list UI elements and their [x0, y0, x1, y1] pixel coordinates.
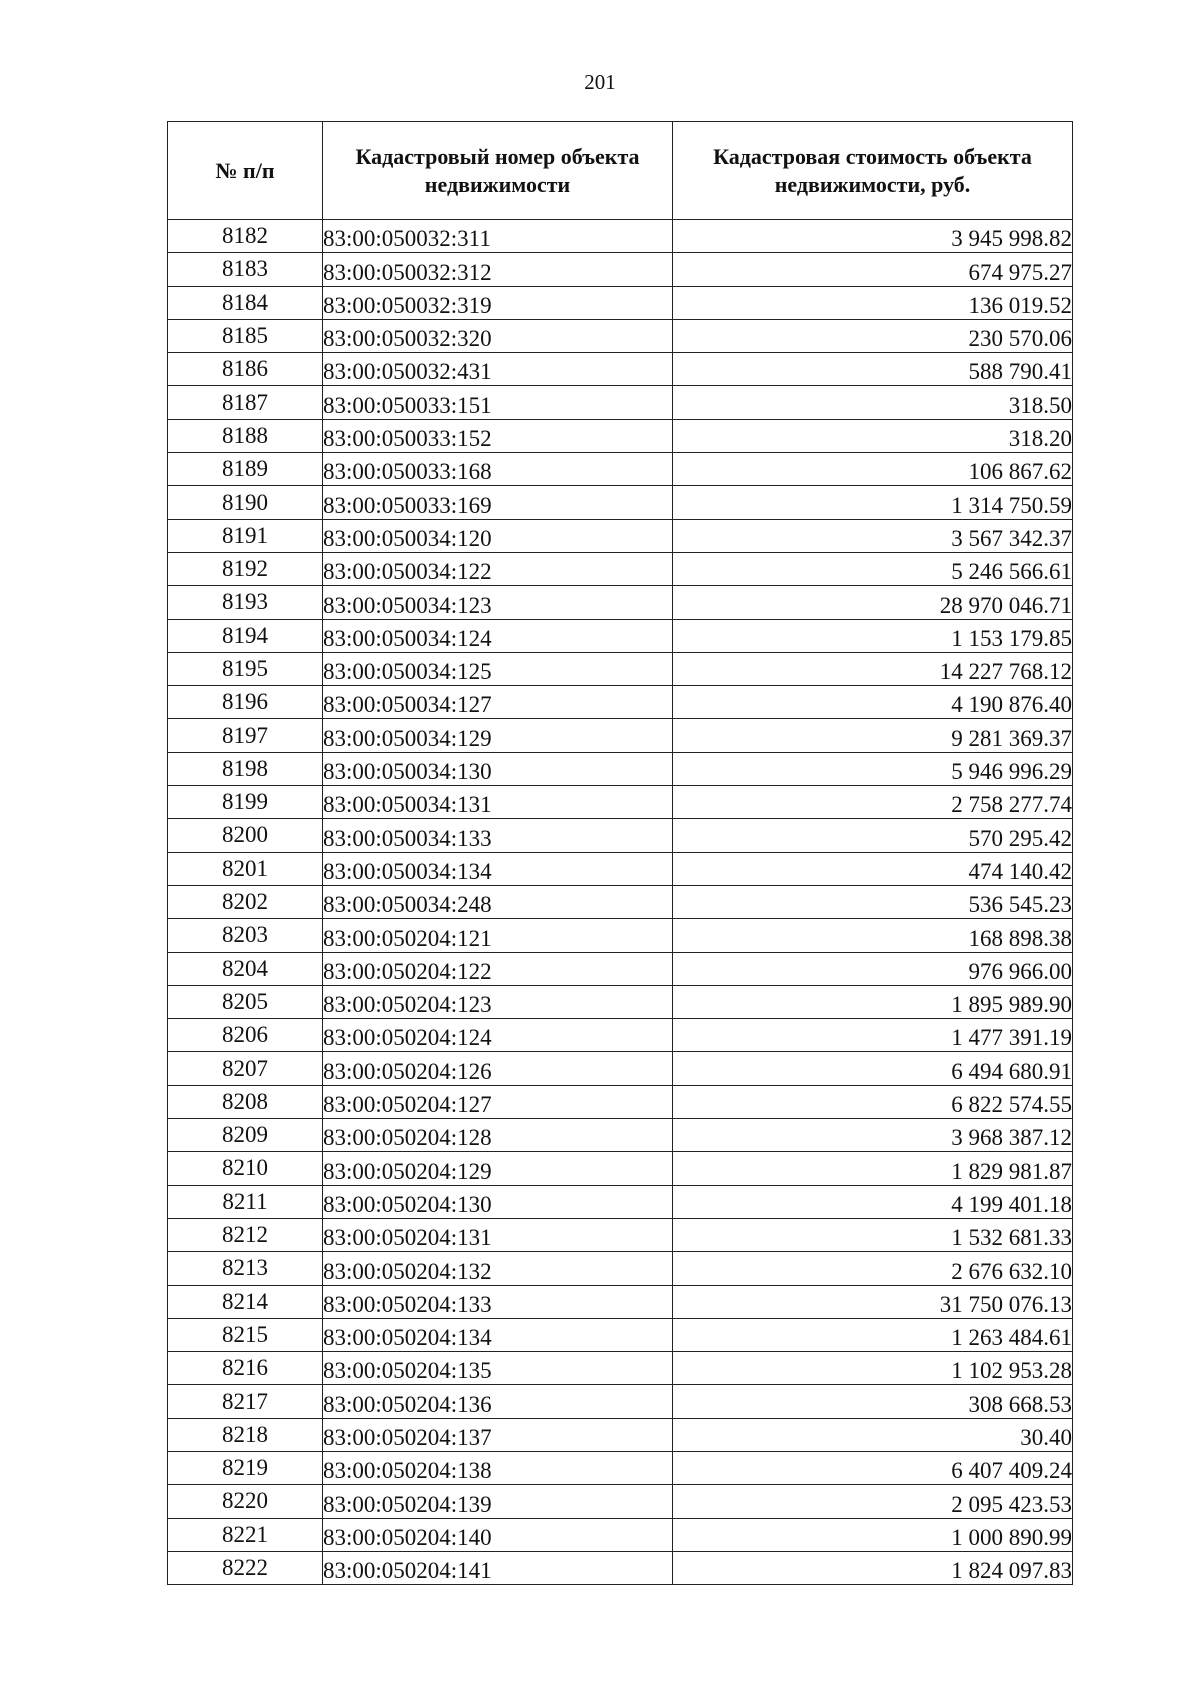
row-number-cell: 8222 [168, 1551, 323, 1584]
row-number-cell: 8204 [168, 952, 323, 985]
table-row [168, 220, 1073, 253]
row-number-cell: 8186 [168, 353, 323, 386]
cadastral-value-cell: 1 102 953.28 [673, 1352, 1073, 1385]
row-number-cell: 8218 [168, 1418, 323, 1451]
cadastral-number-cell: 83:00:050034:127 [323, 686, 673, 719]
cadastral-value-cell: 1 314 750.59 [673, 486, 1073, 519]
cadastral-value-cell: 308 668.53 [673, 1385, 1073, 1418]
table-row [168, 1418, 1073, 1451]
table-row [168, 885, 1073, 918]
cadastral-value-cell: 14 227 768.12 [673, 652, 1073, 685]
row-number-cell: 8183 [168, 253, 323, 286]
row-number-cell: 8215 [168, 1318, 323, 1351]
table-row [168, 1485, 1073, 1518]
cadastral-number-cell: 83:00:050033:151 [323, 386, 673, 419]
table-row [168, 1218, 1073, 1251]
cadastral-value-cell: 1 532 681.33 [673, 1218, 1073, 1251]
cadastral-value-cell: 5 946 996.29 [673, 752, 1073, 785]
table-row [168, 652, 1073, 685]
cadastral-number-cell: 83:00:050204:134 [323, 1318, 673, 1351]
cadastral-value-cell: 6 822 574.55 [673, 1085, 1073, 1118]
row-number-cell: 8196 [168, 686, 323, 719]
table-row [168, 353, 1073, 386]
cadastral-number-cell: 83:00:050034:124 [323, 619, 673, 652]
table-row [168, 286, 1073, 319]
cadastral-number-cell: 83:00:050032:431 [323, 353, 673, 386]
row-number-cell: 8202 [168, 885, 323, 918]
cadastral-value-cell: 168 898.38 [673, 919, 1073, 952]
table-row [168, 686, 1073, 719]
row-number-cell: 8199 [168, 786, 323, 819]
table-row [168, 1019, 1073, 1052]
cadastral-value-cell: 1 895 989.90 [673, 985, 1073, 1018]
row-number-cell: 8200 [168, 819, 323, 852]
cadastral-value-cell: 5 246 566.61 [673, 552, 1073, 585]
cadastral-value-cell: 1 263 484.61 [673, 1318, 1073, 1351]
cadastral-number-cell: 83:00:050034:133 [323, 819, 673, 852]
cadastral-value-cell: 31 750 076.13 [673, 1285, 1073, 1318]
table-row [168, 386, 1073, 419]
table-row [168, 919, 1073, 952]
cadastral-value-cell: 2 676 632.10 [673, 1252, 1073, 1285]
header-number: № п/п [168, 122, 323, 220]
row-number-cell: 8212 [168, 1218, 323, 1251]
table-row [168, 1352, 1073, 1385]
table-row [168, 1451, 1073, 1484]
cadastral-value-cell: 230 570.06 [673, 319, 1073, 352]
table-header-row [168, 122, 1073, 220]
cadastral-number-cell: 83:00:050034:122 [323, 552, 673, 585]
cadastral-value-cell: 136 019.52 [673, 286, 1073, 319]
cadastral-number-cell: 83:00:050034:129 [323, 719, 673, 752]
row-number-cell: 8195 [168, 652, 323, 685]
cadastral-number-cell: 83:00:050033:169 [323, 486, 673, 519]
table-row [168, 1252, 1073, 1285]
cadastral-number-cell: 83:00:050204:123 [323, 985, 673, 1018]
cadastral-value-cell: 674 975.27 [673, 253, 1073, 286]
cadastral-number-cell: 83:00:050034:130 [323, 752, 673, 785]
page-number: 201 [584, 70, 616, 94]
table-row [168, 952, 1073, 985]
cadastral-value-cell: 1 477 391.19 [673, 1019, 1073, 1052]
cadastral-number-cell: 83:00:050204:126 [323, 1052, 673, 1085]
table-row [168, 486, 1073, 519]
cadastral-number-cell: 83:00:050204:122 [323, 952, 673, 985]
table-row [168, 253, 1073, 286]
table-row [168, 985, 1073, 1018]
cadastral-number-cell: 83:00:050204:124 [323, 1019, 673, 1052]
cadastral-number-cell: 83:00:050204:128 [323, 1119, 673, 1152]
table-row [168, 752, 1073, 785]
table-row [168, 453, 1073, 486]
cadastral-number-cell: 83:00:050032:312 [323, 253, 673, 286]
row-number-cell: 8201 [168, 852, 323, 885]
cadastral-value-table [167, 121, 1073, 1585]
cadastral-value-cell: 474 140.42 [673, 852, 1073, 885]
cadastral-number-cell: 83:00:050032:311 [323, 220, 673, 253]
cadastral-value-cell: 536 545.23 [673, 885, 1073, 918]
table-row [168, 1285, 1073, 1318]
cadastral-value-cell: 318.50 [673, 386, 1073, 419]
cadastral-value-cell: 28 970 046.71 [673, 586, 1073, 619]
table-row [168, 519, 1073, 552]
row-number-cell: 8213 [168, 1252, 323, 1285]
row-number-cell: 8189 [168, 453, 323, 486]
table-row [168, 1385, 1073, 1418]
row-number-cell: 8209 [168, 1119, 323, 1152]
table-row [168, 586, 1073, 619]
table-row [168, 1152, 1073, 1185]
row-number-cell: 8187 [168, 386, 323, 419]
cadastral-value-cell: 1 824 097.83 [673, 1551, 1073, 1584]
row-number-cell: 8192 [168, 552, 323, 585]
cadastral-number-cell: 83:00:050032:320 [323, 319, 673, 352]
cadastral-number-cell: 83:00:050204:137 [323, 1418, 673, 1451]
cadastral-number-cell: 83:00:050204:136 [323, 1385, 673, 1418]
row-number-cell: 8220 [168, 1485, 323, 1518]
table-row [168, 819, 1073, 852]
cadastral-value-cell: 2 095 423.53 [673, 1485, 1073, 1518]
cadastral-number-cell: 83:00:050034:131 [323, 786, 673, 819]
row-number-cell: 8216 [168, 1352, 323, 1385]
cadastral-value-cell: 1 000 890.99 [673, 1518, 1073, 1551]
cadastral-value-cell: 6 494 680.91 [673, 1052, 1073, 1085]
cadastral-number-cell: 83:00:050032:319 [323, 286, 673, 319]
table-row [168, 619, 1073, 652]
cadastral-number-cell: 83:00:050204:138 [323, 1451, 673, 1484]
table-row [168, 1551, 1073, 1584]
cadastral-number-cell: 83:00:050034:248 [323, 885, 673, 918]
table-row [168, 786, 1073, 819]
row-number-cell: 8190 [168, 486, 323, 519]
cadastral-number-cell: 83:00:050204:139 [323, 1485, 673, 1518]
cadastral-value-cell: 4 190 876.40 [673, 686, 1073, 719]
cadastral-value-cell: 2 758 277.74 [673, 786, 1073, 819]
cadastral-number-cell: 83:00:050204:132 [323, 1252, 673, 1285]
row-number-cell: 8210 [168, 1152, 323, 1185]
row-number-cell: 8184 [168, 286, 323, 319]
row-number-cell: 8194 [168, 619, 323, 652]
cadastral-value-cell: 1 153 179.85 [673, 619, 1073, 652]
cadastral-value-cell: 9 281 369.37 [673, 719, 1073, 752]
table-row [168, 1119, 1073, 1152]
cadastral-value-cell: 3 945 998.82 [673, 220, 1073, 253]
table-row [168, 1085, 1073, 1118]
table-row [168, 1518, 1073, 1551]
row-number-cell: 8191 [168, 519, 323, 552]
cadastral-value-cell: 106 867.62 [673, 453, 1073, 486]
cadastral-number-cell: 83:00:050204:141 [323, 1551, 673, 1584]
cadastral-value-cell: 3 968 387.12 [673, 1119, 1073, 1152]
cadastral-value-cell: 3 567 342.37 [673, 519, 1073, 552]
cadastral-value-cell: 1 829 981.87 [673, 1152, 1073, 1185]
table-row [168, 1318, 1073, 1351]
row-number-cell: 8203 [168, 919, 323, 952]
table-body [168, 220, 1073, 1585]
row-number-cell: 8198 [168, 752, 323, 785]
table-row [168, 1052, 1073, 1085]
table-row [168, 552, 1073, 585]
row-number-cell: 8205 [168, 985, 323, 1018]
row-number-cell: 8211 [168, 1185, 323, 1218]
cadastral-value-cell: 30.40 [673, 1418, 1073, 1451]
cadastral-number-cell: 83:00:050033:152 [323, 419, 673, 452]
cadastral-number-cell: 83:00:050204:127 [323, 1085, 673, 1118]
table-row [168, 419, 1073, 452]
cadastral-value-cell: 6 407 409.24 [673, 1451, 1073, 1484]
row-number-cell: 8193 [168, 586, 323, 619]
row-number-cell: 8185 [168, 319, 323, 352]
cadastral-value-cell: 4 199 401.18 [673, 1185, 1073, 1218]
table-row [168, 719, 1073, 752]
cadastral-number-cell: 83:00:050034:120 [323, 519, 673, 552]
cadastral-value-cell: 570 295.42 [673, 819, 1073, 852]
cadastral-number-cell: 83:00:050034:134 [323, 852, 673, 885]
row-number-cell: 8206 [168, 1019, 323, 1052]
cadastral-number-cell: 83:00:050034:123 [323, 586, 673, 619]
cadastral-number-cell: 83:00:050204:140 [323, 1518, 673, 1551]
row-number-cell: 8214 [168, 1285, 323, 1318]
row-number-cell: 8221 [168, 1518, 323, 1551]
header-cadastral-value: Кадастровая стоимость объекта недвижимости, руб. [673, 122, 1073, 220]
cadastral-number-cell: 83:00:050204:131 [323, 1218, 673, 1251]
cadastral-number-cell: 83:00:050034:125 [323, 652, 673, 685]
cadastral-number-cell: 83:00:050204:135 [323, 1352, 673, 1385]
cadastral-number-cell: 83:00:050204:129 [323, 1152, 673, 1185]
cadastral-number-cell: 83:00:050204:133 [323, 1285, 673, 1318]
row-number-cell: 8219 [168, 1451, 323, 1484]
table-row [168, 319, 1073, 352]
row-number-cell: 8208 [168, 1085, 323, 1118]
table-row [168, 852, 1073, 885]
cadastral-value-cell: 588 790.41 [673, 353, 1073, 386]
cadastral-value-cell: 318.20 [673, 419, 1073, 452]
cadastral-number-cell: 83:00:050033:168 [323, 453, 673, 486]
header-cadastral-number: Кадастровый номер объекта недвижимости [323, 122, 673, 220]
row-number-cell: 8207 [168, 1052, 323, 1085]
row-number-cell: 8188 [168, 419, 323, 452]
cadastral-value-cell: 976 966.00 [673, 952, 1073, 985]
cadastral-number-cell: 83:00:050204:130 [323, 1185, 673, 1218]
cadastral-number-cell: 83:00:050204:121 [323, 919, 673, 952]
row-number-cell: 8182 [168, 220, 323, 253]
table-row [168, 1185, 1073, 1218]
row-number-cell: 8197 [168, 719, 323, 752]
row-number-cell: 8217 [168, 1385, 323, 1418]
